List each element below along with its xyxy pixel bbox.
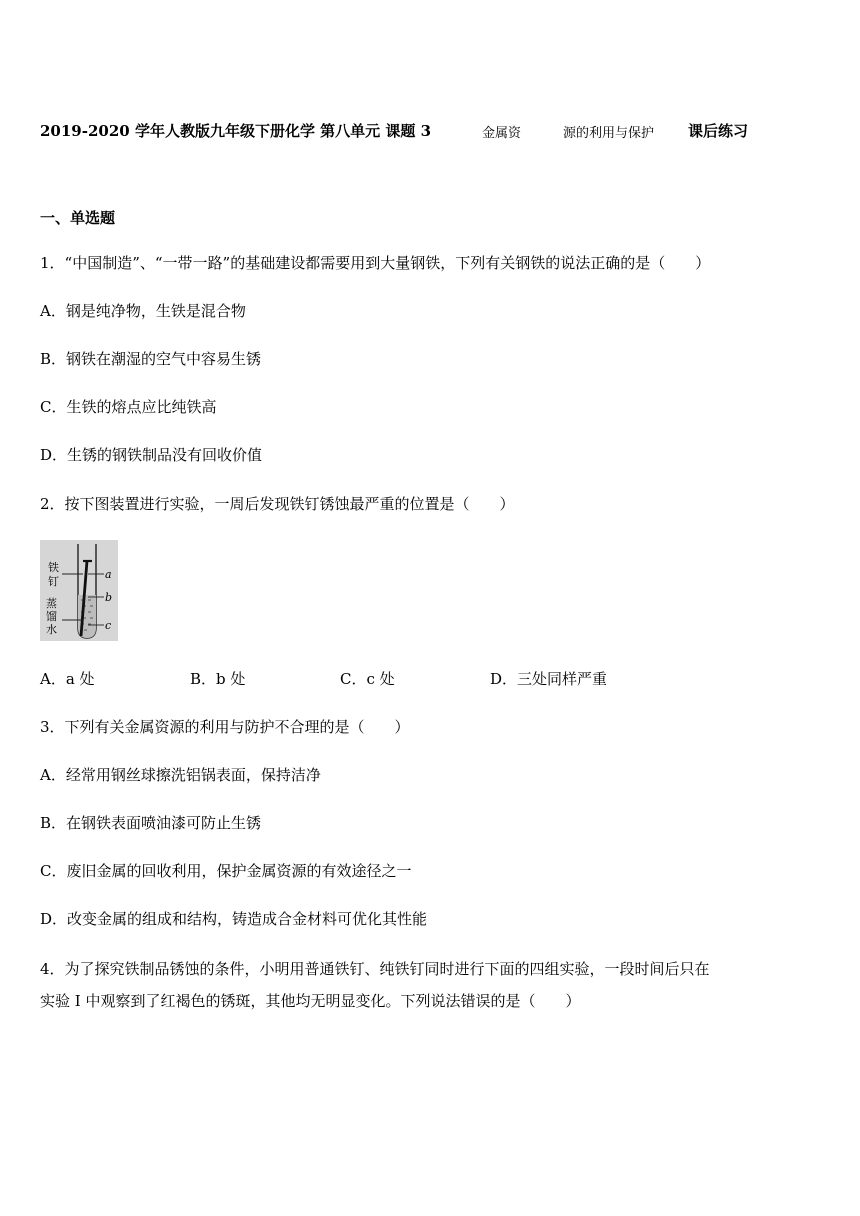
- question-2-option-c: C．c 处: [340, 670, 395, 688]
- question-1-stem: 1．“中国制造”、“一带一路”的基础建设都需要用到大量钢铁，下列有关钢铁的说法正确的是（ ）: [40, 254, 711, 272]
- question-1-option-d: D．生锈的钢铁制品没有回收价值: [40, 446, 263, 464]
- label-iron-1: 铁: [48, 561, 59, 574]
- question-1-option-c: C．生铁的熔点应比纯铁高: [40, 398, 217, 416]
- question-3-option-a: A．经常用钢丝球擦洗铝锅表面，保持洁净: [40, 766, 321, 784]
- mark-b: b: [105, 591, 113, 604]
- doc-title-part4: 课后练习: [688, 122, 749, 140]
- question-2-option-d: D．三处同样严重: [490, 670, 608, 688]
- question-2-option-b: B．b 处: [190, 670, 246, 688]
- mark-c: c: [105, 619, 112, 632]
- experiment-figure: [40, 540, 118, 641]
- question-2-stem: 2．按下图装置进行实验，一周后发现铁钉锈蚀最严重的位置是（ ）: [40, 495, 515, 513]
- doc-title-part2: 金属资: [482, 126, 522, 141]
- question-4-stem-line1: 4．为了探究铁制品锈蚀的条件，小明用普通铁钉、纯铁钉同时进行下面的四组实验，一段时间后只在: [40, 960, 710, 978]
- label-water-1: 蒸: [46, 597, 57, 610]
- doc-title-part3: 源的利用与保护: [563, 126, 655, 141]
- question-2-option-a: A．a 处: [40, 670, 95, 688]
- label-water-3: 水: [46, 623, 57, 636]
- question-3-option-c: C．废旧金属的回收利用，保护金属资源的有效途径之一: [40, 862, 412, 880]
- question-3-option-d: D．改变金属的组成和结构，铸造成合金材料可优化其性能: [40, 910, 428, 928]
- doc-title-part1: 2019-2020 学年人教版九年级下册化学 第八单元 课题 3: [40, 122, 432, 140]
- question-3-stem: 3．下列有关金属资源的利用与防护不合理的是（ ）: [40, 718, 410, 736]
- question-3-option-b: B．在钢铁表面喷油漆可防止生锈: [40, 814, 262, 832]
- question-1-option-a: A．钢是纯净物，生铁是混合物: [40, 302, 246, 320]
- label-iron-2: 钉: [48, 575, 59, 588]
- question-4-stem-line2: 实验 I 中观察到了红褐色的锈斑，其他均无明显变化。下列说法错误的是（ ）: [40, 992, 581, 1010]
- label-water-2: 馏: [46, 610, 57, 623]
- mark-a: a: [105, 568, 112, 581]
- question-1-option-b: B．钢铁在潮湿的空气中容易生锈: [40, 350, 262, 368]
- test-tube-diagram: [40, 540, 118, 641]
- section-heading: 一、单选题: [40, 209, 116, 227]
